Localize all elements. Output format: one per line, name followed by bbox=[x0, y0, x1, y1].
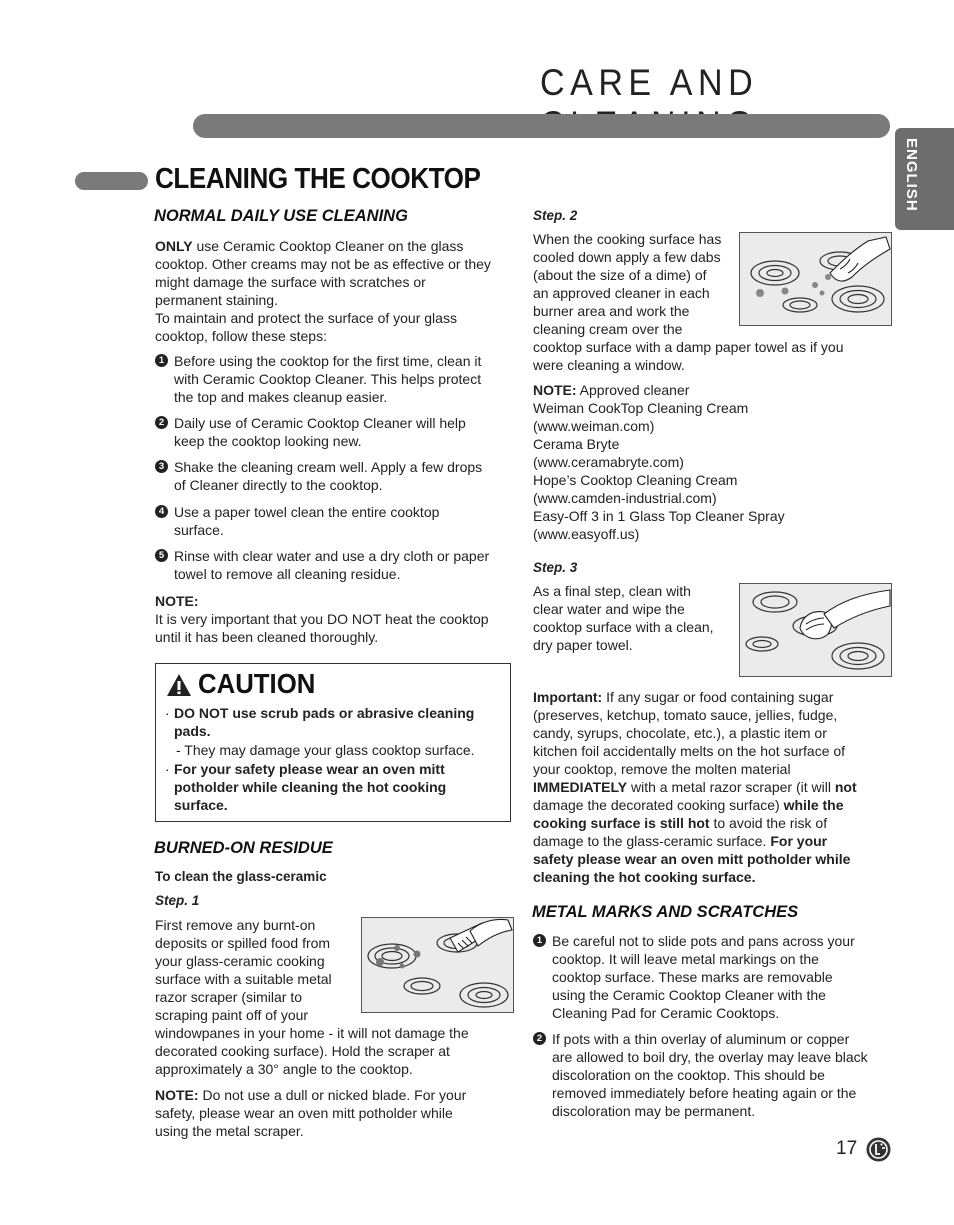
burned-heading: BURNED-ON RESIDUE bbox=[154, 839, 333, 857]
important-bold: For your bbox=[770, 833, 828, 849]
normal-daily-note bbox=[155, 592, 515, 646]
step2-line: cooled down apply a few dabs bbox=[533, 249, 721, 265]
important-line: kitchen foil accidentally melts on the hot surface of bbox=[533, 743, 846, 759]
header-bar bbox=[193, 114, 890, 138]
item-line: If pots with a thin overlay of aluminum or copper bbox=[552, 1031, 850, 1047]
step1-line: decorated cooking surface). Hold the scraper at bbox=[155, 1043, 450, 1059]
scraper-illustration bbox=[361, 917, 514, 1013]
step2-line: were cleaning a window. bbox=[533, 357, 685, 373]
language-tab-label: ENGLISH bbox=[903, 138, 920, 212]
step1-line: surface with a suitable metal bbox=[155, 971, 332, 987]
important-line: (preserves, ketchup, tomato sauce, jellies, fudge, bbox=[533, 707, 838, 723]
lg-logo-icon bbox=[866, 1137, 891, 1162]
language-tab bbox=[895, 128, 954, 230]
item-line: Cleaning Pad for Ceramic Cooktops. bbox=[552, 1005, 780, 1021]
list-item bbox=[533, 1030, 868, 1120]
step3-line: dry paper towel. bbox=[533, 637, 633, 653]
item-line: using the Ceramic Cooktop Cleaner with the bbox=[552, 987, 826, 1003]
item-line: removed immediately before heating again or the bbox=[552, 1085, 857, 1101]
cleaner-line: (www.weiman.com) bbox=[533, 418, 655, 434]
step-line: of Cleaner directly to the cooktop. bbox=[174, 477, 383, 493]
applying-cleaner-illustration bbox=[739, 232, 892, 326]
section-pill bbox=[75, 172, 148, 190]
step3-label: Step. 3 bbox=[533, 560, 578, 575]
important-line: If any sugar or food containing sugar bbox=[602, 689, 834, 705]
cleaner-line: Cerama Bryte bbox=[533, 436, 620, 452]
step2-line: cleaning cream over the bbox=[533, 321, 683, 337]
intro-line: cooktop. Other creams may not be as effective or they bbox=[155, 256, 491, 272]
step2-label: Step. 2 bbox=[533, 208, 578, 223]
intro-line: permanent staining. bbox=[155, 292, 278, 308]
cleaner-line: (www.ceramabryte.com) bbox=[533, 454, 684, 470]
metal-heading: METAL MARKS AND SCRATCHES bbox=[532, 903, 799, 921]
step1-note-label: NOTE: bbox=[155, 1087, 199, 1103]
step2-line: When the cooking surface has bbox=[533, 231, 722, 247]
intro-line: use Ceramic Cooktop Cleaner on the glass bbox=[192, 238, 464, 254]
normal-daily-heading: NORMAL DAILY USE CLEANING bbox=[154, 207, 408, 225]
important-text: to avoid the risk of bbox=[709, 815, 828, 831]
wiping-illustration bbox=[739, 583, 892, 677]
caution-line: pads. bbox=[174, 723, 211, 739]
step2-line: cooktop surface with a damp paper towel as if you bbox=[533, 339, 844, 355]
step-line: Use a paper towel clean the entire cooktop bbox=[174, 504, 440, 520]
caution-line: For your safety please wear an oven mitt bbox=[174, 761, 445, 777]
step1-note-line: safety, please wear an oven mitt potholder while bbox=[155, 1105, 453, 1121]
step-line: towel to remove all cleaning residue. bbox=[174, 566, 401, 582]
intro-line: To maintain and protect the surface of your glass bbox=[155, 310, 457, 326]
item-line: cooktop. It will leave metal markings on the bbox=[552, 951, 819, 967]
step1-line: First remove any burnt-on bbox=[155, 917, 316, 933]
step-number-badge: 1 bbox=[155, 354, 168, 367]
step-line: Daily use of Ceramic Cooktop Cleaner will help bbox=[174, 415, 466, 431]
cleaner-line: Hope’s Cooktop Cleaning Cream bbox=[533, 472, 738, 488]
note-line: It is very important that you DO NOT heat the cooktop bbox=[155, 611, 489, 627]
step1-line: scraping paint off of your bbox=[155, 1007, 309, 1023]
step-number-badge: 2 bbox=[155, 416, 168, 429]
note-line: until it has been cleaned thoroughly. bbox=[155, 629, 379, 645]
approved-note-label: NOTE: bbox=[533, 382, 577, 398]
list-item bbox=[533, 932, 855, 1022]
step3-text bbox=[533, 582, 733, 654]
caution-bullet: · bbox=[165, 705, 170, 721]
step1-line: your glass-ceramic cooking bbox=[155, 953, 325, 969]
list-item bbox=[155, 458, 482, 494]
step-line: Before using the cooktop for the first time, clean it bbox=[174, 353, 482, 369]
important-bold: cooking surface is still hot bbox=[533, 815, 710, 831]
page-number: 17 bbox=[836, 1138, 858, 1159]
item-line: cooktop surface. These marks are removable bbox=[552, 969, 833, 985]
item-number-badge: 2 bbox=[533, 1032, 546, 1045]
step1-note bbox=[155, 1086, 515, 1140]
cleaner-line: Weiman CookTop Cleaning Cream bbox=[533, 400, 749, 416]
step-number-badge: 3 bbox=[155, 460, 168, 473]
list-item bbox=[155, 547, 489, 583]
caution-item bbox=[174, 760, 510, 814]
caution-line: DO NOT use scrub pads or abrasive cleaning bbox=[174, 705, 475, 721]
important-bold: not bbox=[834, 779, 857, 795]
step2-line: (about the size of a dime) of bbox=[533, 267, 707, 283]
warning-triangle-icon bbox=[166, 673, 192, 697]
caution-line: potholder while cleaning the hot cooking bbox=[174, 779, 447, 795]
step-line: the top and makes cleanup easier. bbox=[174, 389, 388, 405]
step2-line: an approved cleaner in each bbox=[533, 285, 710, 301]
step1-line: razor scraper (similar to bbox=[155, 989, 303, 1005]
step-line: keep the cooktop looking new. bbox=[174, 433, 362, 449]
caution-line: surface. bbox=[174, 797, 228, 813]
step1-line: approximately a 30° angle to the cooktop. bbox=[155, 1061, 413, 1077]
chapter-title: CARE AND bbox=[540, 62, 759, 103]
step-line: surface. bbox=[174, 522, 224, 538]
list-item bbox=[155, 503, 439, 539]
caution-title: CAUTION bbox=[198, 668, 316, 699]
important-paragraph bbox=[533, 688, 893, 886]
caution-item bbox=[174, 704, 510, 740]
item-number-badge: 1 bbox=[533, 934, 546, 947]
step1-line: windowpanes in your home - it will not damage the bbox=[155, 1025, 469, 1041]
step2-line: burner area and work the bbox=[533, 303, 690, 319]
important-text: with a metal razor scraper (it will bbox=[627, 779, 835, 795]
step3-line: clear water and wipe the bbox=[533, 601, 685, 617]
step3-line: cooktop surface with a clean, bbox=[533, 619, 714, 635]
item-line: discoloration may be permanent. bbox=[552, 1103, 756, 1119]
step-line: Shake the cleaning cream well. Apply a few drops bbox=[174, 459, 483, 475]
item-line: Be careful not to slide pots and pans across your bbox=[552, 933, 855, 949]
step1-line: deposits or spilled food from bbox=[155, 935, 331, 951]
step-number-badge: 4 bbox=[155, 505, 168, 518]
important-label: Important: bbox=[533, 689, 603, 705]
caution-sub: - They may damage your glass cooktop surface. bbox=[176, 742, 475, 758]
item-line: are allowed to boil dry, the overlay may leave black bbox=[552, 1049, 868, 1065]
burned-subheading: To clean the glass-ceramic bbox=[155, 869, 327, 884]
important-line: your cooktop, remove the molten material bbox=[533, 761, 791, 777]
cleaner-line: (www.camden-industrial.com) bbox=[533, 490, 717, 506]
important-text: damage the decorated cooking surface) bbox=[533, 797, 784, 813]
intro-line: might damage the surface with scratches or bbox=[155, 274, 426, 290]
step1-note-line: using the metal scraper. bbox=[155, 1123, 304, 1139]
normal-daily-intro bbox=[155, 237, 515, 345]
approved-cleaners bbox=[533, 381, 893, 543]
important-bold: cleaning the hot cooking surface. bbox=[533, 869, 756, 885]
important-bold: IMMEDIATELY bbox=[533, 779, 628, 795]
caution-bullet: · bbox=[165, 761, 170, 777]
caution-box bbox=[155, 663, 511, 822]
important-bold: while the bbox=[783, 797, 844, 813]
approved-note-text: Approved cleaner bbox=[576, 382, 690, 398]
step3-line: As a final step, clean with bbox=[533, 583, 691, 599]
section-title: CLEANING THE COOKTOP bbox=[155, 163, 481, 195]
step1-note-line: Do not use a dull or nicked blade. For your bbox=[198, 1087, 467, 1103]
item-line: discoloration on the cooktop. This should be bbox=[552, 1067, 825, 1083]
intro-bold: ONLY bbox=[155, 238, 193, 254]
important-text: damage to the glass-ceramic surface. bbox=[533, 833, 771, 849]
cleaner-line: Easy-Off 3 in 1 Glass Top Cleaner Spray bbox=[533, 508, 785, 524]
note-label: NOTE: bbox=[155, 593, 199, 609]
important-bold: safety please wear an oven mitt potholder while bbox=[533, 851, 851, 867]
important-line: candy, syrups, chocolate, etc.), a plastic item or bbox=[533, 725, 827, 741]
step-number-badge: 5 bbox=[155, 549, 168, 562]
step-line: with Ceramic Cooktop Cleaner. This helps protect bbox=[174, 371, 482, 387]
step-line: Rinse with clear water and use a dry cloth or paper bbox=[174, 548, 490, 564]
list-item bbox=[155, 414, 466, 450]
list-item bbox=[155, 352, 481, 406]
step1-label: Step. 1 bbox=[155, 893, 200, 908]
cleaner-line: (www.easyoff.us) bbox=[533, 526, 640, 542]
intro-line: cooktop, follow these steps: bbox=[155, 328, 327, 344]
